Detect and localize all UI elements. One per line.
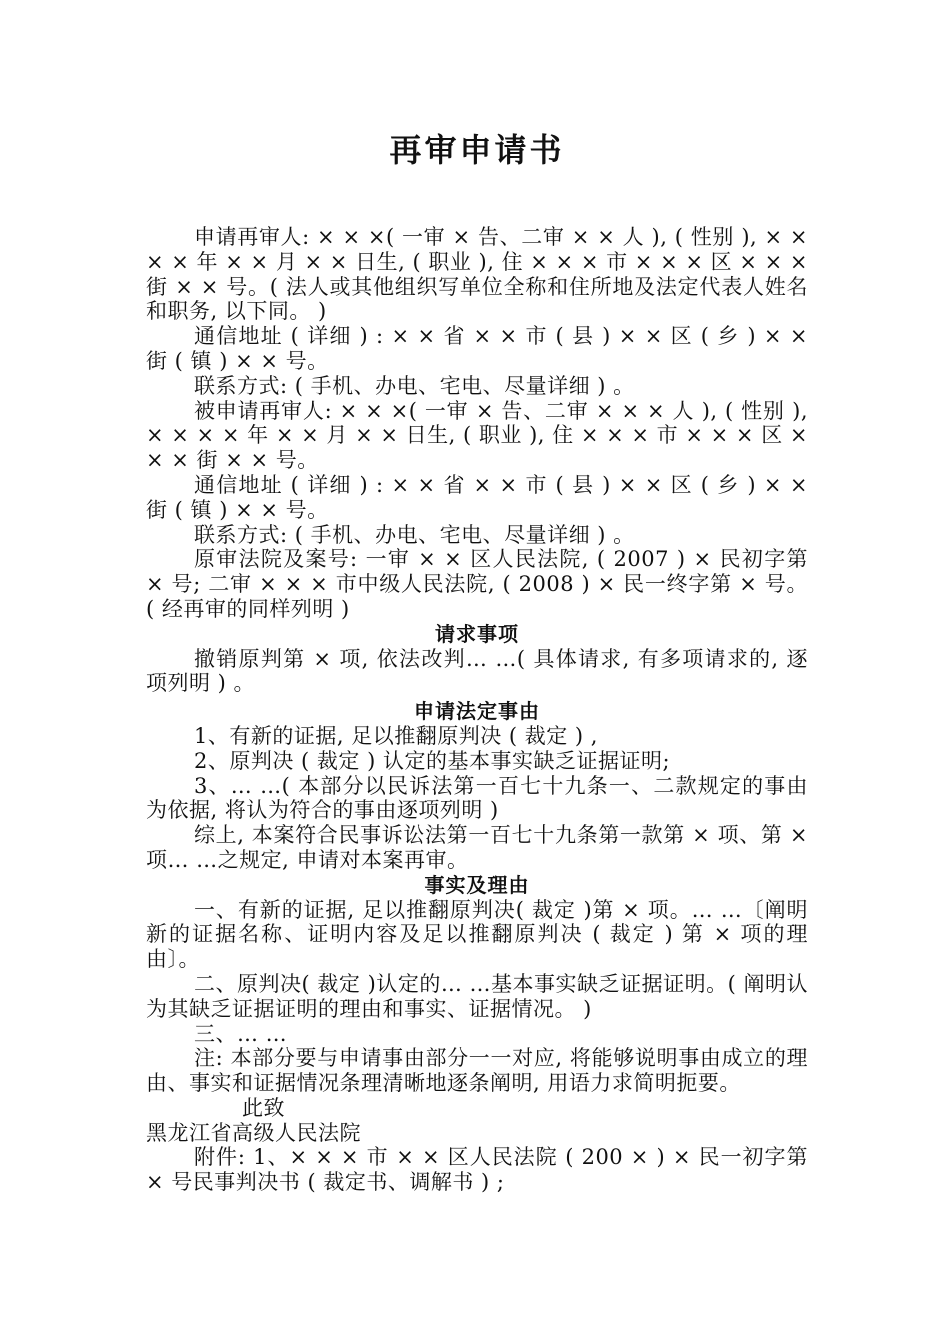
ground-2: 2、原判决 ( 裁定 ) 认定的基本事实缺乏证据证明;	[194, 748, 671, 773]
document-body	[146, 225, 808, 1195]
ground-3: 3、… …( 本部分以民诉法第一百七十九条一、二款规定的事由为依据, 将认为符合的事由逐项列明 )	[146, 773, 808, 823]
applicant-address: 通信地址 ( 详细 ) : × × 省 × × 市 ( 县 ) × × 区 ( 乡 ) × × 街 ( 镇 ) × × 号。	[146, 324, 808, 373]
document-title: 再审申请书	[389, 131, 565, 169]
salutation: 此致	[242, 1095, 285, 1120]
attachment-paragraph: 附件: 1、× × × 市 × × 区人民法院 ( 200 × ) × 民一初字第 × 号民事判决书 ( 裁定书、调解书 ) ;	[146, 1145, 808, 1195]
heading-claims: 请求事项	[435, 621, 519, 646]
respondent-contact: 联系方式: ( 手机、办电、宅电、尽量详细 ) 。	[194, 522, 635, 547]
ground-1: 1、有新的证据, 足以推翻原判决 ( 裁定 ) ,	[194, 723, 598, 748]
ground-summary: 综上, 本案符合民事诉讼法第一百七十九条第一款第 × 项、第 × 项… …之规定, 申请对本案再审。	[146, 823, 808, 872]
respondent-address: 通信地址 ( 详细 ) : × × 省 × × 市 ( 县 ) × × 区 ( 乡 ) × × 街 ( 镇 ) × × 号。	[146, 472, 808, 522]
applicant-contact: 联系方式: ( 手机、办电、宅电、尽量详细 ) 。	[194, 373, 635, 398]
fact-2: 二、原判决( 裁定 )认定的… …基本事实缺乏证据证明。( 阐明认为其缺乏证据证明的理由和事实、证据情况。 )	[146, 971, 808, 1021]
fact-1: 一、有新的证据, 足以推翻原判决( 裁定 )第 × 项。… …〔阐明新的证据名称、证明内容及足以推翻原判决 ( 裁定 ) 第 × 项的理由〕。	[146, 897, 808, 972]
respondent-paragraph: 被申请再审人: × × ×( 一审 × 告、二审 × × × 人 ), ( 性别 ), × × × × 年 × × 月 × × 日生, ( 职业 ), 住 × × × 市 × × × 区 × × × 街 × × 号。	[146, 398, 808, 473]
claims-paragraph: 撤销原判第 × 项, 依法改判… …( 具体请求, 有多项请求的, 逐项列明 ) 。	[146, 646, 808, 696]
addressee: 黑龙江省高级人民法院	[146, 1120, 361, 1145]
heading-grounds: 申请法定事由	[414, 699, 540, 724]
original-court-paragraph: 原审法院及案号: 一审 × × 区人民法院, ( 2007 ) × 民初字第 × 号; 二审 × × × 市中级人民法院, ( 2008 ) × 民一终字第 × 号。( 经再审的同样列明 )	[146, 547, 808, 621]
note-paragraph: 注: 本部分要与申请事由部分一一对应, 将能够说明事由成立的理由、事实和证据情况条理清晰地逐条阐明, 用语力求简明扼要。	[146, 1046, 808, 1096]
fact-3: 三、… …	[194, 1021, 288, 1046]
applicant-paragraph: 申请再审人: × × ×( 一审 × 告、二审 × × 人 ), ( 性别 ), × × × × 年 × × 月 × × 日生, ( 职业 ), 住 × × × 市 × × × 区 × × × 街 × × 号。( 法人或其他组织写单位全称和住所地及法定代表人姓名和职务, 以下同。 )	[146, 225, 808, 324]
heading-facts: 事实及理由	[424, 872, 530, 897]
